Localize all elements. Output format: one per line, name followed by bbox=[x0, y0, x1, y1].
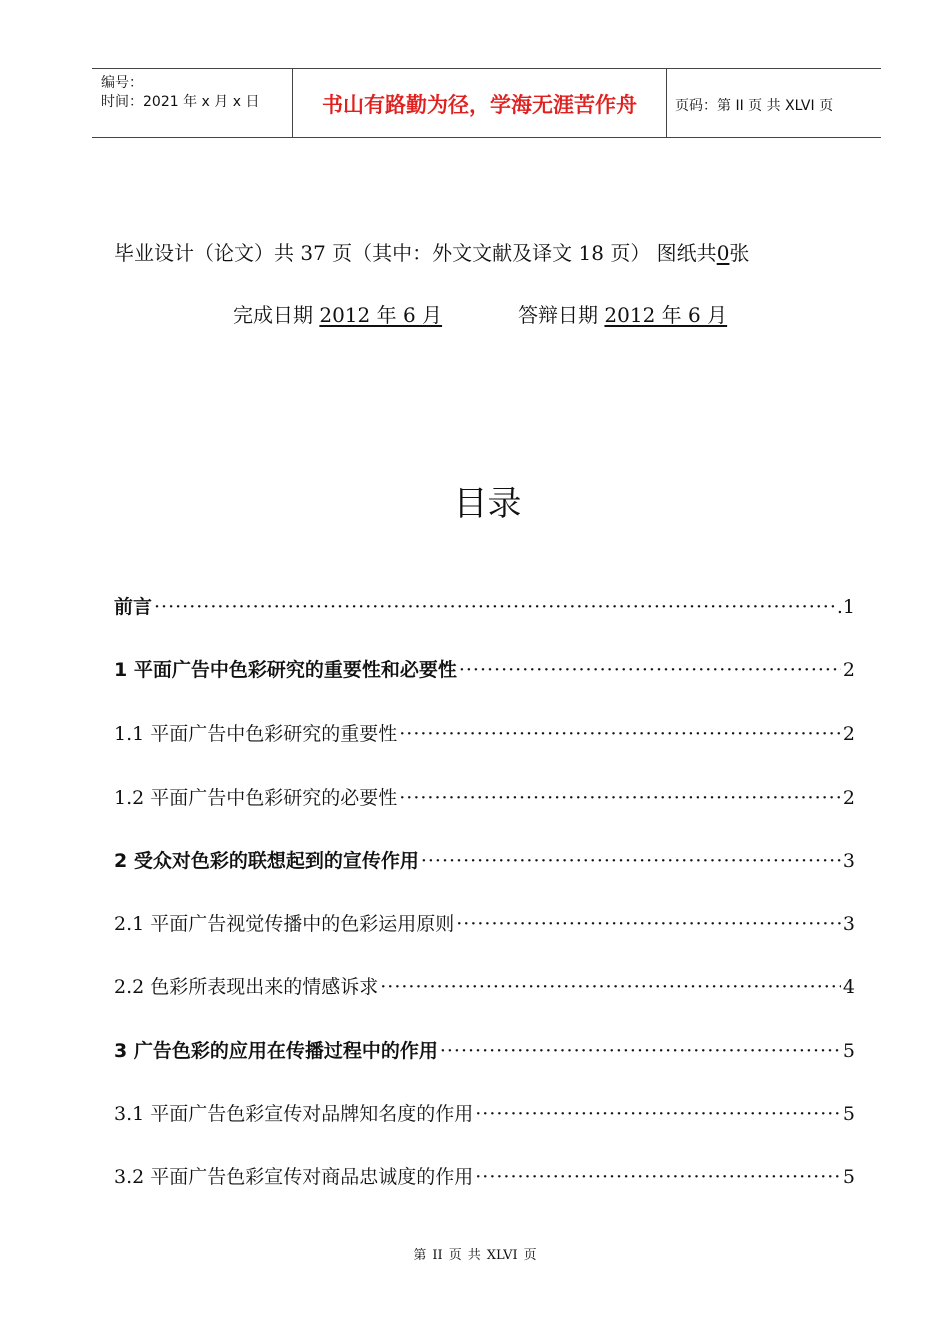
complete-date-label: 完成日期 bbox=[233, 303, 313, 327]
toc-entry-title: 3.1 平面广告色彩宣传对品牌知名度的作用 bbox=[114, 1103, 474, 1125]
toc-entry-page: .1 bbox=[836, 596, 855, 618]
page-header bbox=[92, 68, 881, 138]
toc-leader-dots bbox=[380, 976, 841, 998]
toc-entry-title: 1.2 平面广告中色彩研究的必要性 bbox=[114, 787, 398, 809]
footer-page-unit: 页 bbox=[448, 1248, 462, 1263]
footer-first: 第 bbox=[413, 1248, 427, 1263]
drawings-unit: 张 bbox=[729, 241, 750, 265]
toc-leader-dots bbox=[399, 723, 841, 745]
toc-entry[interactable] bbox=[114, 655, 855, 685]
toc-entry-title: 2.1 平面广告视觉传播中的色彩运用原则 bbox=[114, 913, 455, 935]
toc-leader-dots bbox=[475, 1103, 841, 1125]
toc-entry-title: 2.2 色彩所表现出来的情感诉求 bbox=[114, 976, 379, 998]
toc-entry-page: 2 bbox=[842, 723, 855, 745]
toc-leader-dots bbox=[475, 1166, 841, 1188]
toc-entry-page: 3 bbox=[842, 850, 855, 872]
footer-total-pages: XLVI bbox=[486, 1248, 518, 1263]
header-page-cell bbox=[666, 69, 881, 137]
toc-leader-dots bbox=[459, 659, 841, 681]
toc-entry-page: 5 bbox=[842, 1040, 855, 1062]
toc-entry-title: 3.2 平面广告色彩宣传对商品忠诚度的作用 bbox=[114, 1166, 474, 1188]
toc-entry-title: 1.1 平面广告中色彩研究的重要性 bbox=[114, 723, 398, 745]
toc-leader-dots bbox=[440, 1040, 841, 1062]
document-code-label: 编号： bbox=[101, 75, 143, 91]
toc-leader-dots bbox=[154, 596, 835, 618]
header-motto: 书山有路勤为径，学海无涯苦作舟 bbox=[322, 93, 637, 117]
toc-entry-title: 前言 bbox=[114, 596, 153, 618]
toc-entry-page: 5 bbox=[842, 1103, 855, 1125]
toc-leader-dots bbox=[421, 850, 841, 872]
toc-entry[interactable] bbox=[114, 1099, 855, 1129]
toc-entry[interactable] bbox=[114, 846, 855, 876]
toc-entry-title: 3 广告色彩的应用在传播过程中的作用 bbox=[114, 1040, 438, 1062]
toc-entry[interactable] bbox=[114, 972, 855, 1002]
header-page-label: 页码：第 II 页 共 XLVI 页 bbox=[675, 98, 834, 114]
toc-entry-page: 5 bbox=[842, 1166, 855, 1188]
toc-title: 目录 bbox=[453, 484, 522, 524]
toc-entry[interactable] bbox=[114, 1036, 855, 1066]
toc-entry[interactable] bbox=[114, 719, 855, 749]
toc-entry[interactable] bbox=[114, 1162, 855, 1192]
toc-entry-page: 2 bbox=[842, 787, 855, 809]
complete-date-value: 2012 年 6 月 bbox=[319, 303, 443, 327]
toc-entry[interactable] bbox=[114, 909, 855, 939]
defense-date-value: 2012 年 6 月 bbox=[604, 303, 728, 327]
toc-leader-dots bbox=[456, 913, 841, 935]
drawings-count: 0 bbox=[716, 241, 730, 265]
thesis-dates bbox=[233, 299, 727, 328]
footer-total-unit: 页 bbox=[523, 1248, 537, 1263]
toc-entry-title: 2 受众对色彩的联想起到的宣传作用 bbox=[114, 850, 419, 872]
document-time-label: 时间：2021 年 x 月 x 日 bbox=[101, 94, 260, 110]
header-motto-cell bbox=[292, 69, 667, 137]
toc-entry-page: 2 bbox=[842, 659, 855, 681]
page-count-text: 毕业设计（论文）共 37 页（其中：外文文献及译文 18 页） 图纸共 bbox=[114, 241, 717, 265]
toc-leader-dots bbox=[399, 787, 841, 809]
toc-entry-page: 4 bbox=[842, 976, 855, 998]
thesis-page-count bbox=[114, 237, 749, 266]
footer-total-label: 共 bbox=[467, 1248, 481, 1263]
footer-page-number: II bbox=[432, 1248, 443, 1263]
toc-entry-title: 1 平面广告中色彩研究的重要性和必要性 bbox=[114, 659, 457, 681]
page-footer bbox=[0, 1244, 950, 1263]
toc-entry[interactable] bbox=[114, 783, 855, 813]
toc-entry-page: 3 bbox=[842, 913, 855, 935]
defense-date-label: 答辩日期 bbox=[518, 303, 599, 327]
header-meta-cell bbox=[92, 69, 292, 137]
toc-entry[interactable] bbox=[114, 592, 855, 622]
